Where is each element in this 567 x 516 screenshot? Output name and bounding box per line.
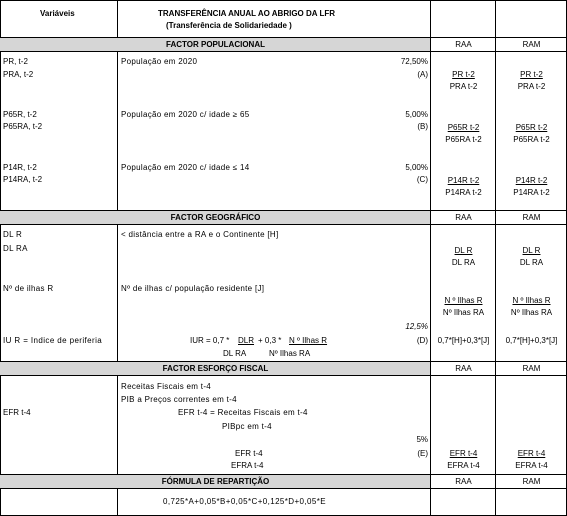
geo-iur-prefix: IUR = 0,7 * [190,336,230,345]
rep-formula: 0,725*A+0,05*B+0,05*C+0,125*D+0,05*E [163,497,326,506]
geo-ram-1-den: DL RA [519,258,544,267]
geo-var-dlr: DL R [3,230,23,239]
efr-ram-num: EFR t-4 [517,449,546,458]
pop-desc-3: População em 2020 c/ idade ≤ 14 [121,163,250,172]
pop-ram-3-den: P14RA t-2 [513,188,550,197]
geo-var-iur: IU R = Indice de periferia [3,336,103,345]
geo-pct: 12,5% [405,322,428,331]
geo-raa-1-den: DL RA [451,258,476,267]
header-subtitle: (Transferência de Solidariedade ) [166,21,292,30]
pop-pct-3: 5,00% [405,163,428,172]
header-title: TRANSFERÊNCIA ANUAL AO ABRIGO DA LFR [158,9,336,18]
section-geo-ram: RAM [522,213,541,222]
rep-ram-cell [496,489,567,516]
section-pop-raa: RAA [455,40,472,49]
geo-var-ilhas: Nº de ilhas R [3,284,54,293]
efr-var-cell [0,376,118,475]
section-geo-title: FACTOR GEOGRÁFICO [170,213,261,222]
header-cell-variables [0,0,118,38]
efr-num: EFR t-4 [235,449,263,458]
geo-iur-dlr: DLR [238,336,255,345]
pop-ram-1-num: PR t-2 [520,70,543,79]
geo-raa-1-num: DL R [454,246,473,255]
geo-raa-formula: 0,7*[H]+0,3*[J] [437,336,490,345]
pop-ram-2-num: P65R t-2 [515,123,548,132]
geo-iur-ilhas: N º Ilhas R [289,336,328,345]
section-pop-title: FACTOR POPULACIONAL [166,40,265,49]
efr-formula-top: EFR t-4 = Receitas Fiscais em t-4 [178,408,308,417]
geo-letter-d: (D) [416,336,428,345]
pop-raa-1-num: PR t-2 [452,70,475,79]
pop-letter-b: (B) [417,122,428,131]
geo-ram-2-num: N º Ilhas R [512,296,551,305]
efr-var: EFR t-4 [3,408,31,417]
geo-ram-2-den: Nº Ilhas RA [510,308,553,317]
geo-var-dlra: DL RA [3,244,28,253]
geo-ram-1-num: DL R [522,246,541,255]
efr-letter-e: (E) [417,449,428,458]
geo-raa-2-den: Nº Ilhas RA [442,308,485,317]
section-efr-ram: RAM [522,364,541,373]
efr-raa-num: EFR t-4 [449,449,478,458]
geo-iur-den1: DL RA [223,349,247,358]
pop-raa-3-num: P14R t-2 [447,176,480,185]
pop-var-p14r: P14R, t-2 [3,163,37,172]
geo-raa-2-num: N º Ilhas R [444,296,483,305]
section-rep-raa: RAA [455,477,472,486]
rep-raa-cell [431,489,496,516]
geo-iur-den2: Nº Ilhas RA [269,349,311,358]
pop-raa-2-num: P65R t-2 [447,123,480,132]
pop-ram-2-den: P65RA t-2 [513,135,550,144]
pop-raa-3-den: P14RA t-2 [445,188,482,197]
geo-desc-1: < distância entre a RA e o Continente [H] [121,230,279,239]
pop-ram-1-den: PRA t-2 [517,82,546,91]
rep-var-cell [0,489,118,516]
section-rep-title: FÓRMULA DE REPARTIÇÃO [161,477,270,486]
pop-desc-1: População em 2020 [121,57,198,66]
section-efr-raa: RAA [455,364,472,373]
pop-pct-2: 5,00% [405,110,428,119]
efr-ram-den: EFRA t-4 [515,461,548,470]
pop-var-pr: PR, t-2 [3,57,28,66]
geo-ram-formula: 0,7*[H]+0,3*[J] [505,336,558,345]
geo-iur-mid: + 0,3 * [258,336,282,345]
pop-var-p14ra: P14RA, t-2 [3,175,43,184]
section-geo-raa: RAA [455,213,472,222]
pop-var-p65ra: P65RA, t-2 [3,122,43,131]
pop-ram-3-num: P14R t-2 [515,176,548,185]
header-variables: Variáveis [40,9,75,18]
pop-pct-1: 72,50% [400,57,428,66]
efr-raa-den: EFRA t-4 [447,461,480,470]
header-cell-ram [496,0,567,38]
section-efr-title: FACTOR ESFORÇO FISCAL [162,364,269,373]
pop-var-pra: PRA, t-2 [3,70,34,79]
efr-desc-2: PIB a Preços correntes em t-4 [121,395,237,404]
pop-var-p65r: P65R, t-2 [3,110,37,119]
section-rep-ram: RAM [522,477,541,486]
header-cell-raa [431,0,496,38]
efr-formula-bot: PIBpc em t-4 [222,422,272,431]
pop-letter-a: (A) [417,70,428,79]
header-cell-title [118,0,431,38]
pop-letter-c: (C) [416,175,428,184]
geo-desc-2: Nº de ilhas c/ população residente [J] [121,284,265,293]
pop-desc-2: População em 2020 c/ idade ≥ 65 [121,110,250,119]
efr-den: EFRA t-4 [231,461,264,470]
efr-pct: 5% [416,435,428,444]
pop-raa-1-den: PRA t-2 [449,82,478,91]
efr-desc-1: Receitas Fiscais em t-4 [121,382,212,391]
section-pop-ram: RAM [522,40,541,49]
pop-raa-2-den: P65RA t-2 [445,135,482,144]
